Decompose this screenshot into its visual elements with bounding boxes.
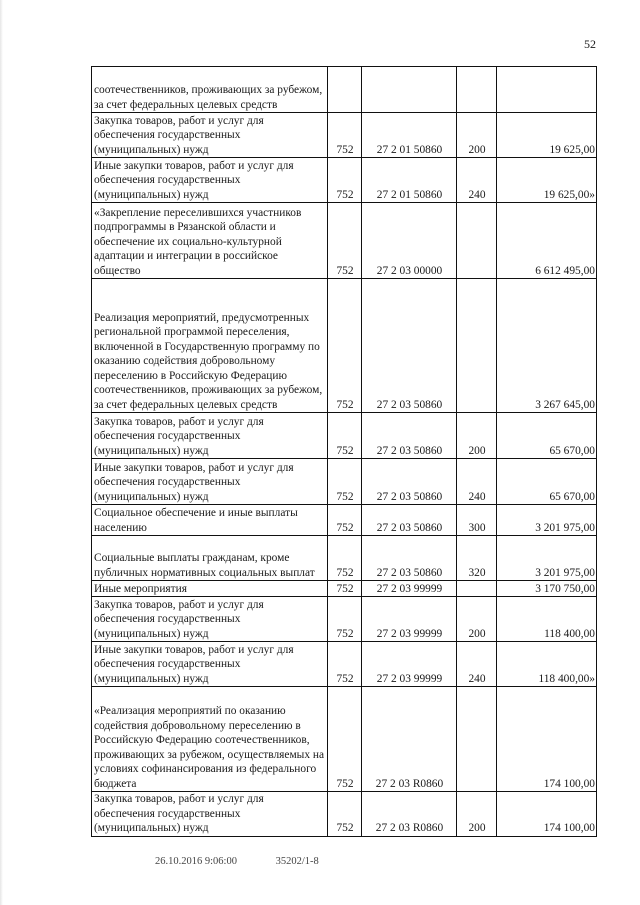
- row-target-article-cell: 27 2 03 50860: [362, 413, 457, 459]
- row-expense-type-cell: [457, 67, 497, 113]
- row-target-article-cell: 27 2 03 R0860: [362, 687, 457, 792]
- row-expense-type-cell: [457, 279, 497, 413]
- row-expense-type-cell: [457, 203, 497, 279]
- row-code-cell: 752: [328, 203, 362, 279]
- row-name-cell: Социальные выплаты гражданам, кроме публичных нормативных социальных выплат: [92, 536, 328, 581]
- row-expense-type-cell: [457, 687, 497, 792]
- row-code-cell: 752: [328, 792, 362, 837]
- row-name-cell: Закупка товаров, работ и услуг для обеспечения государственных (муниципальных) нужд: [92, 597, 328, 642]
- row-target-article-cell: 27 2 03 50860: [362, 459, 457, 505]
- row-amount-cell: [497, 67, 597, 113]
- row-amount-cell: 118 400,00»: [497, 642, 597, 687]
- row-code-cell: 752: [328, 279, 362, 413]
- row-expense-type-cell: 300: [457, 505, 497, 536]
- row-target-article-cell: 27 2 01 50860: [362, 158, 457, 203]
- row-target-article-cell: 27 2 03 99999: [362, 642, 457, 687]
- row-code-cell: 752: [328, 597, 362, 642]
- row-name-cell: Иные закупки товаров, работ и услуг для обеспечения государственных (муниципальных) нужд: [92, 158, 328, 203]
- row-code-cell: 752: [328, 459, 362, 505]
- footer-timestamp: 26.10.2016 9:06:00: [155, 856, 237, 867]
- row-target-article-cell: 27 2 03 R0860: [362, 792, 457, 837]
- row-name-cell: Иные закупки товаров, работ и услуг для обеспечения государственных (муниципальных) нужд: [92, 459, 328, 505]
- table-row: [92, 158, 597, 203]
- row-target-article-cell: 27 2 01 50860: [362, 113, 457, 158]
- row-amount-cell: 3 201 975,00: [497, 536, 597, 581]
- page-number: 52: [584, 37, 596, 51]
- table-row: [92, 413, 597, 459]
- row-amount-cell: 65 670,00: [497, 413, 597, 459]
- row-code-cell: 752: [328, 581, 362, 597]
- row-name-cell: Закупка товаров, работ и услуг для обеспечения государственных (муниципальных) нужд: [92, 113, 328, 158]
- row-expense-type-cell: 240: [457, 642, 497, 687]
- table-row: [92, 279, 597, 413]
- row-amount-cell: 174 100,00: [497, 687, 597, 792]
- table-row: [92, 505, 597, 536]
- row-target-article-cell: 27 2 03 50860: [362, 279, 457, 413]
- row-target-article-cell: 27 2 03 99999: [362, 597, 457, 642]
- row-name-cell: Закупка товаров, работ и услуг для обеспечения государственных (муниципальных) нужд: [92, 792, 328, 837]
- row-name-cell: Иные закупки товаров, работ и услуг для обеспечения государственных (муниципальных) нужд: [92, 642, 328, 687]
- row-code-cell: 752: [328, 505, 362, 536]
- table-row: [92, 113, 597, 158]
- row-amount-cell: 3 267 645,00: [497, 279, 597, 413]
- row-expense-type-cell: 200: [457, 413, 497, 459]
- row-code-cell: 752: [328, 113, 362, 158]
- row-name-cell: Закупка товаров, работ и услуг для обеспечения государственных (муниципальных) нужд: [92, 413, 328, 459]
- table-row: [92, 536, 597, 581]
- row-amount-cell: 3 170 750,00: [497, 581, 597, 597]
- table-row: [92, 67, 597, 113]
- row-code-cell: 752: [328, 413, 362, 459]
- table-row: [92, 597, 597, 642]
- row-expense-type-cell: 240: [457, 158, 497, 203]
- page-footer: [155, 856, 355, 867]
- footer-doc-id: 35202/1-8: [275, 856, 319, 867]
- table-row: [92, 581, 597, 597]
- row-amount-cell: 19 625,00»: [497, 158, 597, 203]
- row-target-article-cell: 27 2 03 50860: [362, 505, 457, 536]
- budget-table: [91, 66, 597, 837]
- row-amount-cell: 3 201 975,00: [497, 505, 597, 536]
- row-amount-cell: 6 612 495,00: [497, 203, 597, 279]
- row-amount-cell: 65 670,00: [497, 459, 597, 505]
- row-expense-type-cell: 320: [457, 536, 497, 581]
- row-name-cell: Реализация мероприятий, предусмотренных региональной программой переселения, включенной в Государственную программу по оказанию содействия добровольному переселению в Российскую Федерацию соотечественников, проживающих за рубежом, за счет федеральных целевых средств: [92, 279, 328, 413]
- row-amount-cell: 118 400,00: [497, 597, 597, 642]
- row-name-cell: Социальное обеспечение и иные выплаты населению: [92, 505, 328, 536]
- row-expense-type-cell: 200: [457, 113, 497, 158]
- row-expense-type-cell: 200: [457, 597, 497, 642]
- row-code-cell: 752: [328, 536, 362, 581]
- scan-edge-shadow: [0, 0, 3, 905]
- row-code-cell: [328, 67, 362, 113]
- row-expense-type-cell: [457, 581, 497, 597]
- row-name-cell: соотечественников, проживающих за рубежом, за счет федеральных целевых средств: [92, 67, 328, 113]
- table-row: [92, 687, 597, 792]
- row-target-article-cell: 27 2 03 00000: [362, 203, 457, 279]
- row-code-cell: 752: [328, 158, 362, 203]
- row-target-article-cell: [362, 67, 457, 113]
- budget-table-body: [92, 67, 597, 837]
- row-name-cell: «Закрепление переселившихся участников подпрограммы в Рязанской области и обеспечение их социально-культурной адаптации и интеграции в российское общество: [92, 203, 328, 279]
- table-row: [92, 642, 597, 687]
- row-amount-cell: 19 625,00: [497, 113, 597, 158]
- row-code-cell: 752: [328, 687, 362, 792]
- row-code-cell: 752: [328, 642, 362, 687]
- row-target-article-cell: 27 2 03 50860: [362, 536, 457, 581]
- table-row: [92, 203, 597, 279]
- row-name-cell: «Реализация мероприятий по оказанию содействия добровольному переселению в Российскую Федерацию соотечественников, проживающих за рубежом, осуществляемых на условиях софинансирования из федерального бюджета: [92, 687, 328, 792]
- table-row: [92, 792, 597, 837]
- row-amount-cell: 174 100,00: [497, 792, 597, 837]
- row-target-article-cell: 27 2 03 99999: [362, 581, 457, 597]
- row-expense-type-cell: 200: [457, 792, 497, 837]
- row-expense-type-cell: 240: [457, 459, 497, 505]
- table-row: [92, 459, 597, 505]
- row-name-cell: Иные мероприятия: [92, 581, 328, 597]
